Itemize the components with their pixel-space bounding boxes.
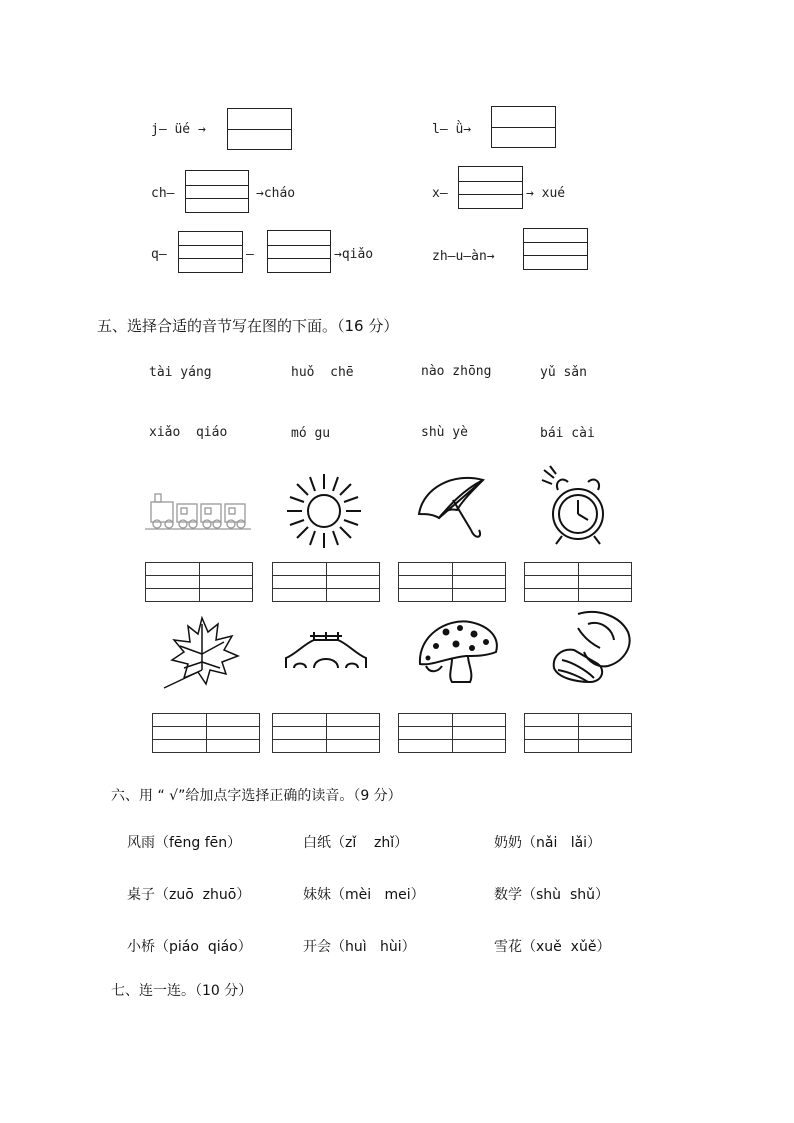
spell-row3-right-prefix: zh—u—àn→	[432, 249, 495, 264]
alarm-clock-icon	[540, 464, 610, 548]
answer-grid[interactable]	[398, 562, 506, 602]
leaf-icon	[162, 614, 240, 690]
answer-grid[interactable]	[272, 713, 380, 753]
syllable-option: yǔ sǎn	[540, 365, 587, 380]
spell-row2-left-prefix: ch—	[151, 186, 175, 201]
reading-choice[interactable]: 开会（huì hùi）	[303, 939, 416, 955]
reading-choice[interactable]: 小桥（piáo qiáo）	[127, 939, 252, 955]
section5-heading: 五、选择合适的音节写在图的下面。（16 分）	[97, 317, 399, 335]
section7-heading: 七、连一连。（10 分）	[111, 983, 253, 999]
train-icon	[145, 488, 251, 532]
spell-row2-right-prefix: x—	[432, 186, 448, 201]
syllable-option: xiǎo qiáo	[149, 425, 228, 440]
syllable-option: shù yè	[421, 425, 468, 440]
syllable-option: huǒ chē	[291, 365, 354, 380]
answer-box[interactable]	[178, 231, 243, 273]
answer-grid[interactable]	[272, 562, 380, 602]
spell-row2-right-result: → xué	[526, 186, 566, 201]
syllable-option: bái cài	[540, 426, 595, 441]
answer-box[interactable]	[523, 228, 588, 270]
reading-choice[interactable]: 风雨（fēng fēn）	[127, 835, 242, 851]
answer-grid[interactable]	[524, 713, 632, 753]
reading-choice[interactable]: 白纸（zǐ zhǐ）	[303, 835, 409, 851]
spell-row3-left-prefix: q—	[151, 247, 167, 262]
answer-box[interactable]	[458, 166, 523, 209]
mushroom-icon	[416, 616, 500, 686]
spell-row1-right-prefix: l— ǜ→	[432, 122, 472, 137]
bridge-icon	[284, 628, 368, 672]
reading-choice[interactable]: 桌子（zuō zhuō）	[127, 887, 251, 903]
syllable-option: nào zhōng	[421, 364, 492, 379]
reading-choice[interactable]: 雪花（xuě xǔě）	[494, 939, 611, 955]
spell-row1-left-prefix: j— üé →	[151, 122, 206, 137]
spell-row2-left-result: →cháo	[256, 186, 296, 201]
sun-icon	[284, 472, 364, 550]
answer-box[interactable]	[185, 170, 249, 213]
section6-heading: 六、用 “ √”给加点字选择正确的读音。（9 分）	[111, 788, 402, 804]
answer-grid[interactable]	[152, 713, 260, 753]
spell-row3-left-dash: —	[246, 247, 254, 262]
answer-box[interactable]	[267, 230, 331, 273]
umbrella-icon	[413, 470, 489, 544]
answer-grid[interactable]	[524, 562, 632, 602]
cabbage-icon	[548, 608, 634, 688]
reading-choice[interactable]: 妹妹（mèi mei）	[303, 887, 425, 903]
reading-choice[interactable]: 奶奶（nǎi lǎi）	[494, 835, 602, 851]
answer-grid[interactable]	[145, 562, 253, 602]
answer-box[interactable]	[491, 106, 556, 148]
spell-row3-left-result: →qiǎo	[334, 247, 374, 262]
answer-grid[interactable]	[398, 713, 506, 753]
syllable-option: mó gu	[291, 426, 331, 441]
reading-choice[interactable]: 数学（shù shǔ）	[494, 887, 609, 903]
answer-box[interactable]	[227, 108, 292, 150]
syllable-option: tài yáng	[149, 365, 212, 380]
